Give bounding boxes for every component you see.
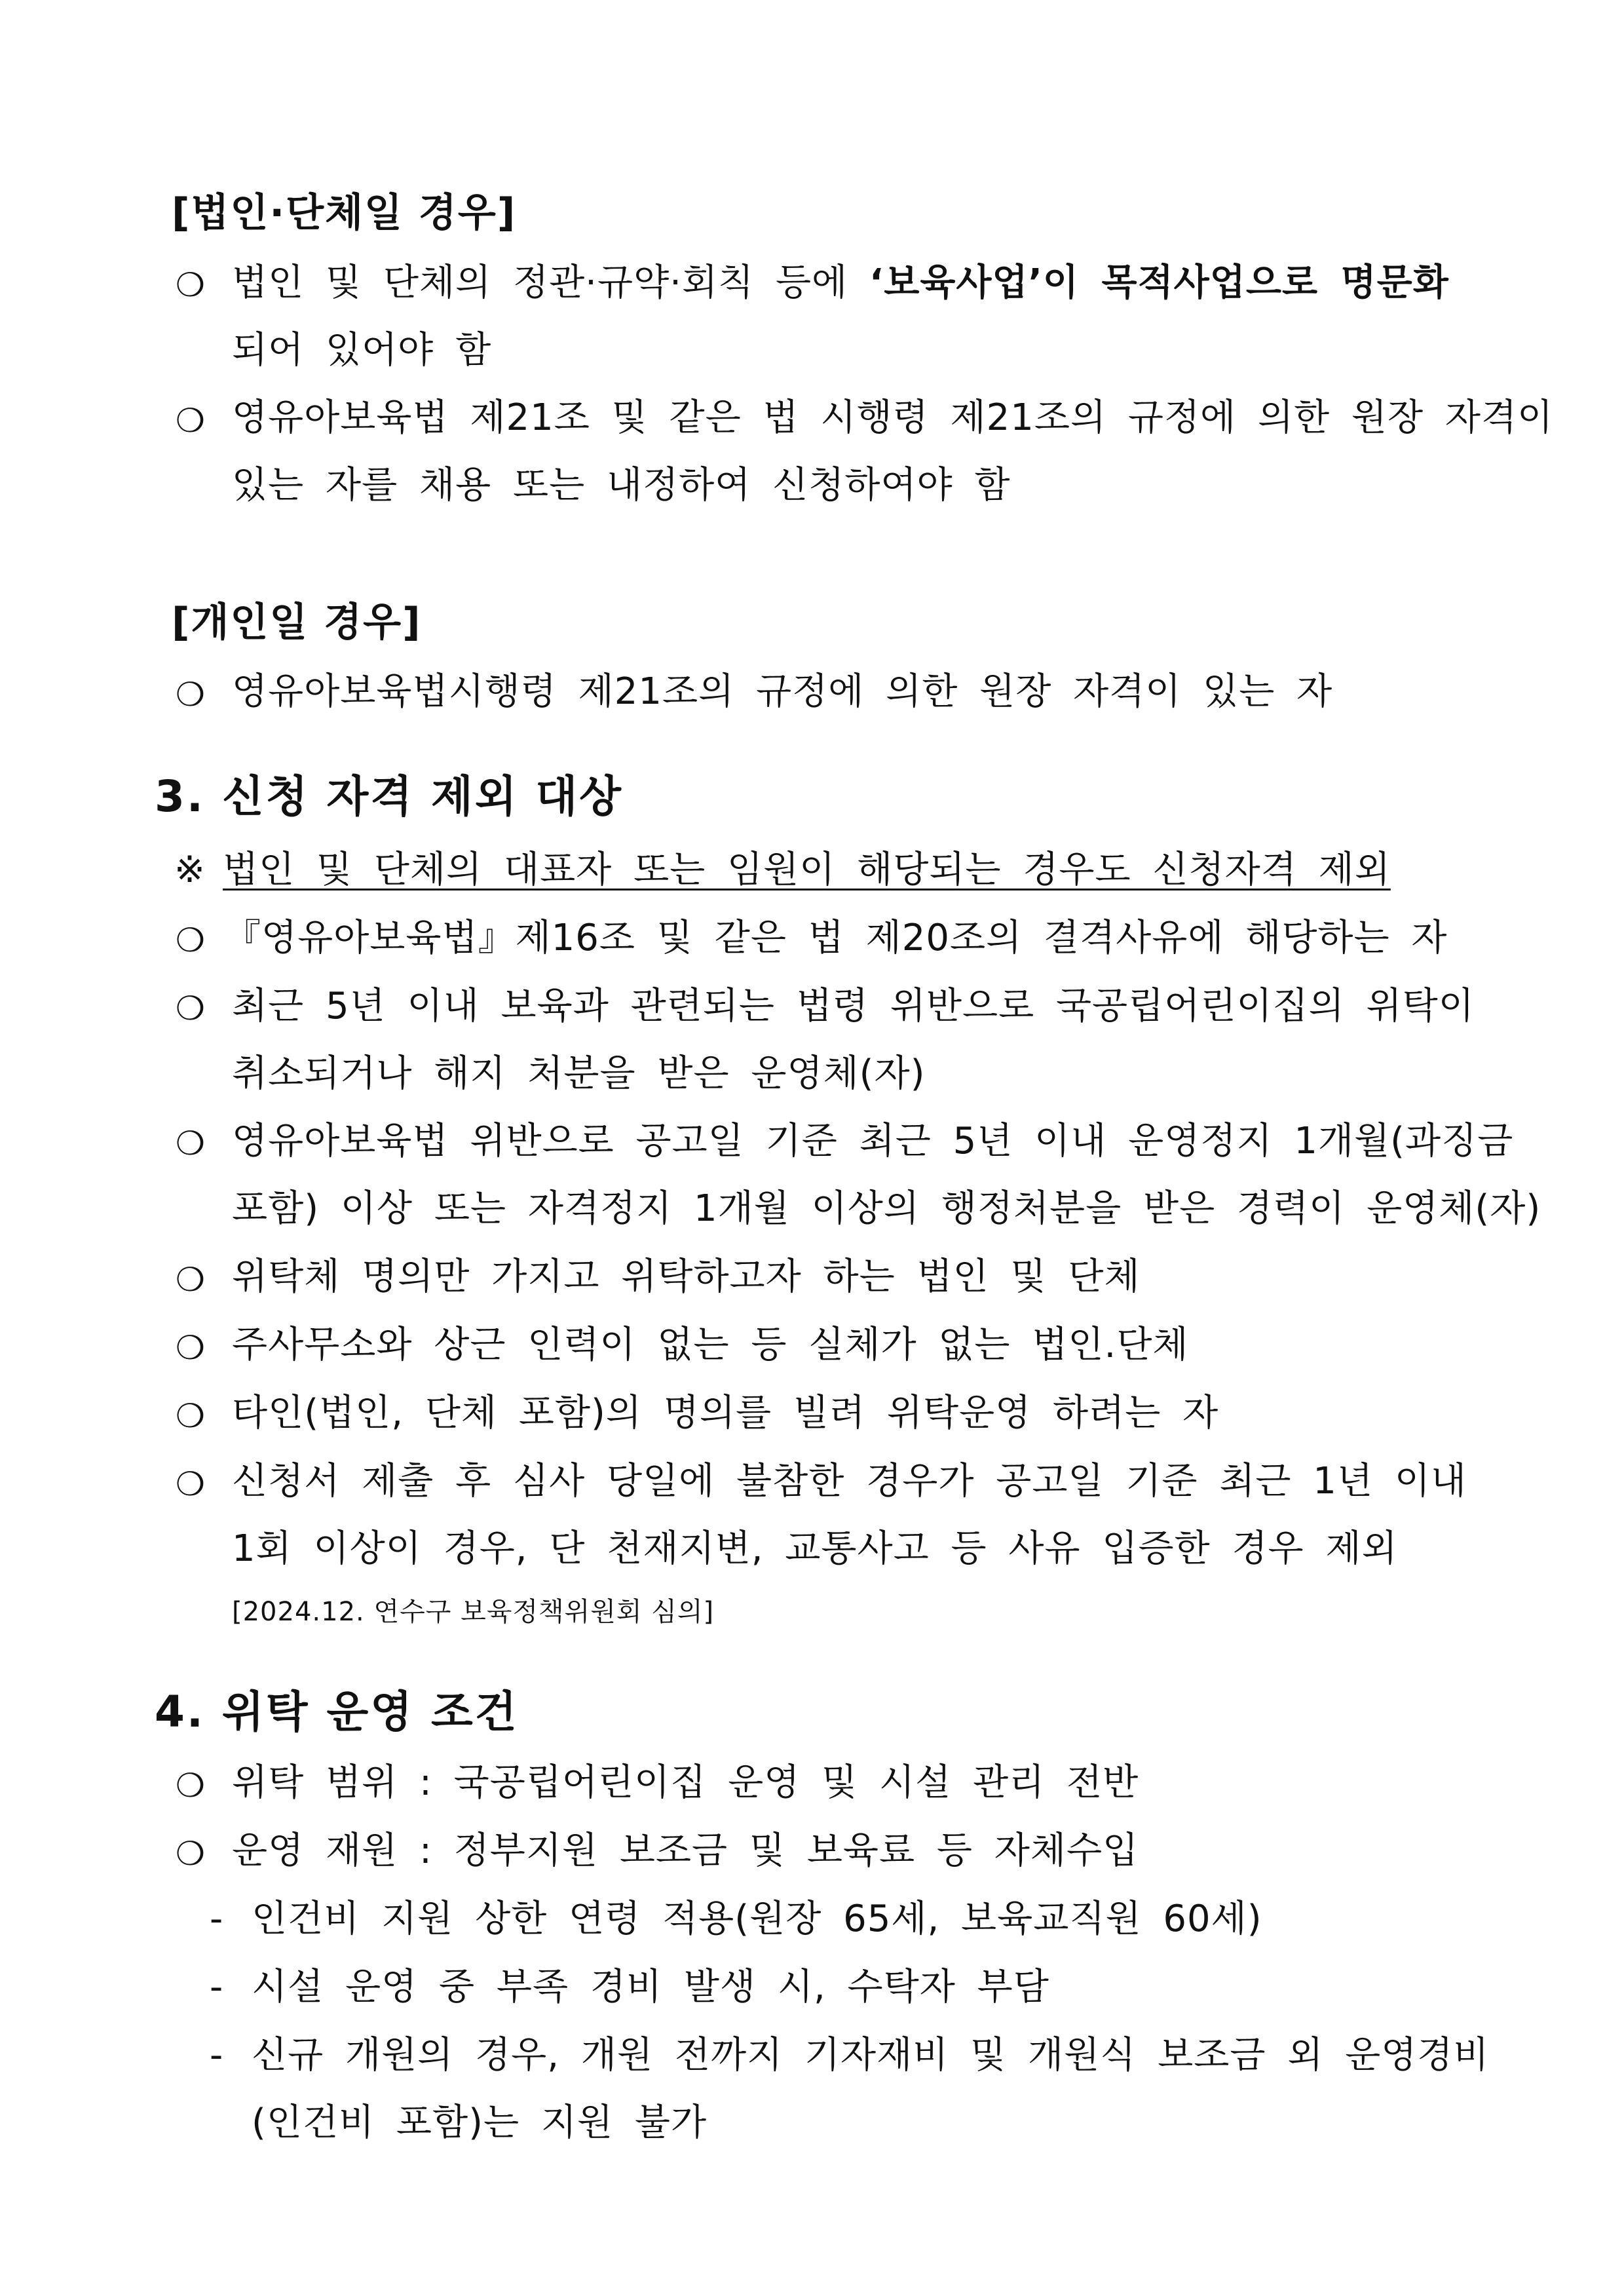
corp-item-1 xyxy=(232,261,1449,304)
section-3-title: 3. 신청 자격 제외 대상 xyxy=(155,771,623,822)
corp-item-1-emphasis: ‘보육사업’이 목적사업으로 명문화 xyxy=(869,261,1449,304)
section-4-detail-2: 시설 운영 중 부족 경비 발생 시, 수탁자 부담 xyxy=(252,1966,1049,2008)
circle-bullet-icon: ❍ xyxy=(176,1465,205,1503)
dash-bullet-icon: - xyxy=(210,1966,224,2008)
dash-bullet-icon: - xyxy=(210,1898,224,1940)
corp-item-1-cont: 되어 있어야 함 xyxy=(232,329,492,372)
section-3-item-7-note: [2024.12. 연수구 보육정책위원회 심의] xyxy=(232,1597,715,1627)
section-4-item-2: 운영 재원 : 정부지원 보조금 및 보육료 등 자체수입 xyxy=(232,1829,1139,1872)
section-3-item-3-cont: 포함) 이상 또는 자격정지 1개월 이상의 행정처분을 받은 경력이 운영체(자) xyxy=(232,1187,1541,1230)
circle-bullet-icon: ❍ xyxy=(176,1261,205,1299)
circle-bullet-icon: ❍ xyxy=(176,402,205,440)
circle-bullet-icon: ❍ xyxy=(176,989,205,1027)
section-3-item-2: 최근 5년 이내 보육과 관련되는 법령 위반으로 국공립어린이집의 위탁이 xyxy=(232,985,1475,1027)
corp-item-2: 영유아보육법 제21조 및 같은 법 시행령 제21조의 규정에 의한 원장 자격이 xyxy=(232,396,1554,439)
reference-mark-icon: ※ xyxy=(174,849,206,891)
section-4-detail-3: 신규 개원의 경우, 개원 전까지 기자재비 및 개원식 보조금 외 운영경비 xyxy=(252,2034,1490,2076)
section-4-detail-3-cont: (인건비 포함)는 지원 불가 xyxy=(252,2101,708,2144)
section-3-item-3: 영유아보육법 위반으로 공고일 기준 최근 5년 이내 운영정지 1개월(과징금 xyxy=(232,1120,1514,1162)
circle-bullet-icon: ❍ xyxy=(176,676,205,714)
corp-item-1-text: 법인 및 단체의 정관·규약·회칙 등에 xyxy=(232,261,869,304)
section-3-item-4: 위탁체 명의만 가지고 위탁하고자 하는 법인 및 단체 xyxy=(232,1255,1141,1298)
circle-bullet-icon: ❍ xyxy=(176,921,205,959)
circle-bullet-icon: ❍ xyxy=(176,266,205,304)
circle-bullet-icon: ❍ xyxy=(176,1329,205,1367)
section-3-item-5: 주사무소와 상근 인력이 없는 등 실체가 없는 법인.단체 xyxy=(232,1324,1189,1366)
dash-bullet-icon: - xyxy=(210,2034,224,2076)
section-3-item-6: 타인(법인, 단체 포함)의 명의를 빌려 위탁운영 하려는 자 xyxy=(232,1392,1219,1434)
corp-item-2-cont: 있는 자를 채용 또는 내정하여 신청하여야 함 xyxy=(232,464,1011,507)
section-3-note: 법인 및 단체의 대표자 또는 임원이 해당되는 경우도 신청자격 제외 xyxy=(223,849,1391,891)
circle-bullet-icon: ❍ xyxy=(176,1767,205,1805)
section-4-title: 4. 위탁 운영 조건 xyxy=(155,1687,519,1737)
section-4-detail-1: 인건비 지원 상한 연령 적용(원장 65세, 보육교직원 60세) xyxy=(252,1898,1262,1940)
circle-bullet-icon: ❍ xyxy=(176,1835,205,1873)
section-3-item-1: 『영유아보육법』제16조 및 같은 법 제20조의 결격사유에 해당하는 자 xyxy=(224,917,1448,959)
section-4-item-1: 위탁 범위 : 국공립어린이집 운영 및 시설 관리 전반 xyxy=(232,1761,1139,1804)
indiv-item-1: 영유아보육법시행령 제21조의 규정에 의한 원장 자격이 있는 자 xyxy=(232,670,1333,713)
section-3-item-7-cont: 1회 이상이 경우, 단 천재지변, 교통사고 등 사유 입증한 경우 제외 xyxy=(232,1527,1398,1570)
corp-heading: [법인·단체일 경우] xyxy=(172,190,517,236)
section-3-item-2-cont: 취소되거나 해지 처분을 받은 운영체(자) xyxy=(232,1052,926,1095)
indiv-heading: [개인일 경우] xyxy=(172,600,422,645)
circle-bullet-icon: ❍ xyxy=(176,1397,205,1435)
circle-bullet-icon: ❍ xyxy=(176,1124,205,1162)
section-3-item-7: 신청서 제출 후 심사 당일에 불참한 경우가 공고일 기준 최근 1년 이내 xyxy=(232,1460,1467,1502)
